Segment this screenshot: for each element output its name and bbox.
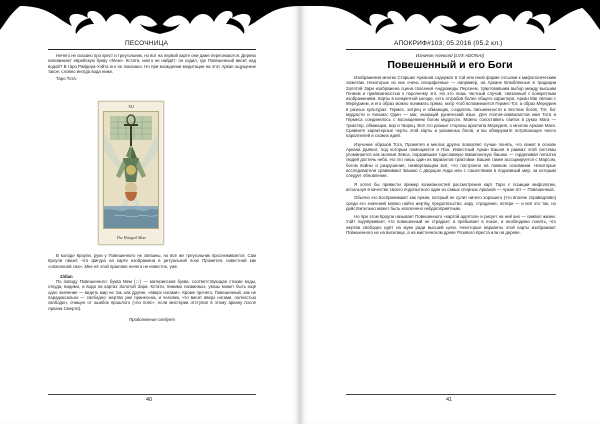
page-number-left: 40 [146, 397, 153, 403]
footer-rule-left [48, 394, 256, 395]
tarot-card-hanged-man [98, 101, 164, 245]
article-paragraph: Я хотел бы привести пример возможностей рассмотрения карт Таро с позиции мифологии, используя в качестве своего подопытного один из самых спорных Арканов — Аркан XII — Повешенный. [346, 181, 556, 192]
article-paragraph: Обычно его воспринимают как Аркан, который не сулит ничего хорошего (что вполне справедливо) среди его значений можно найти жертву, предательство, кару, страдание, потери — и всё это так, но действительно может быть исключено небдагоприятным. [346, 195, 556, 211]
left-body-text [48, 253, 256, 322]
footer-rule-right [346, 394, 556, 395]
right-page [300, 0, 600, 424]
article-author: Изначон Алексей (LVX ADONAI) [415, 53, 485, 58]
article-paragraph: Но при этом Кроули называет Повешенного «картой адептов» и рисует на ней анх — символ жизни. Уэйт подчёркивает, что повешенный не страдает, а пребывает в покое, и необходимо понять, что жертва свободно идёт на муки ради высшей цели. Некоторые варианты этой карты изображают Повешенного не на виселице, а на мистическом древе Розового Креста или на дереве. [346, 214, 556, 236]
article-body [346, 75, 556, 235]
intro-paragraph: Ничего не сказано про крест и треугольник, но вот на первой карте они даже пересекаются. Дерево напоминает еврейскую букву «Мем». Кстати, никто не найдёт: он ходил, где Повешенный висит над водой? В таро Райдера-Уэйта его не показано. Но при вхождении медитации на этот Аркан ощущение такое, словно иногда вода ниже. [48, 53, 257, 74]
running-head-left: ПЕСОЧНИЦА [125, 40, 169, 47]
tarot-label: Таро Тота: [56, 76, 77, 82]
tribal-ornament-right [300, 0, 600, 34]
section-body: По поводу Повешенного: буква Мем (□) — материнская буква, соответствующая стихии воды, откуда, видимо, и вода на картах Золотой Зари. Кстати, помимо названных, указы может быть ещё одно значение — видеть мир не так, как другие, «вверх ногами». Кроме прочего, Повешенный, как не парадоксально — свободно: жертва уже принесена, и человек, что висит вверх ногами, полностью свободен, очищен от ошибок прошлого («по пояс», если мистерии отступил в этому аркану после Аркана Смерти). [48, 279, 256, 311]
running-head-right: АПОКРИФ#103; 05.2016 (05.2 кл.) [394, 40, 503, 47]
section-title: Zidian [60, 273, 73, 279]
article-paragraph: Изображения многих Старших Арканов содержат в той или иной форме отсылки к мифологическим сюжетам. Некоторые из них очень специфичные — например, на Аркане Влюблённые в традиции Золотой Зари изображена сцена спасения Андромеды Персеем, трактовавшим выбор между высшим Гением и привязанностью к порочному эго. Но это лишь частный случай, связанный с конкретным изображением. Карты в конкретной колоде, есть отграбов более общего характера. Аркан Маг связан с Меркурием, и его образ можно понимать прямо, мэтр чтоб вспоминается Гермес-Тот, а образ Меркурия в разных культурах: Гермес, хитрец и обманщик, создатель письменности и вестник богов; Тот, бог мудрости и письма; Один — маг, знающий рунический язык. Для поэтов-символистов имя Тота и Гермеса соединялось с восхищением богом мудрости. Можно сопоставить свиток в руках Мага — трикстер, обманщик, вор и творец. Всё это разные стороны архетипа Меркурия, о многом Аркане Мага. Сравните характерные черты этой карты и указанных богов, и вы обнаружите потрясающее число параллелей и схожих идей. [346, 75, 556, 139]
card-caption: The Hanged Man [116, 235, 146, 240]
card-artwork [103, 111, 159, 229]
continued-note: Продолжение следует [129, 316, 175, 322]
left-intro-text [48, 53, 256, 81]
header-rule-right [346, 49, 556, 50]
paragraph-after-card: В колоде Кроули, руки у Повешенного не связаны, но всё же треугольник прослеживается. Сам Кроули пишет, что фигура на карте изображена в ритуальной позе Прометея, известной как «опасенной сна». Мне её этой практике ничего не известно, уже. [48, 253, 256, 269]
card-number: XII [128, 103, 134, 109]
header-rule-left [48, 49, 256, 50]
article-title: Повешенный и его Боги [387, 59, 513, 71]
tribal-ornament-left [0, 0, 300, 34]
article-paragraph: Изучение образов Тота, Прометея и многих других позволяет лучше понять, что лежит в основе Аркана Дьявол, под которым помещается и Пан. Известный Аркан Башня в рамках этой системы упоминается как молния Зевса, поразившая тщеславную Вавилонскую башню — горделивая попытка людей достичь неба. Но это лишь один из вариантов трактовки. Башня также ассоциируется с Марсом, богом войны и разрушения, низвергающим всё, что построено на ложном основании. Некоторые исследователи сравнивают Башню с дворцом Аида или с сошествием в подземный мир, за которым следует обновление. [346, 141, 556, 179]
page-number-right: 41 [446, 397, 453, 403]
